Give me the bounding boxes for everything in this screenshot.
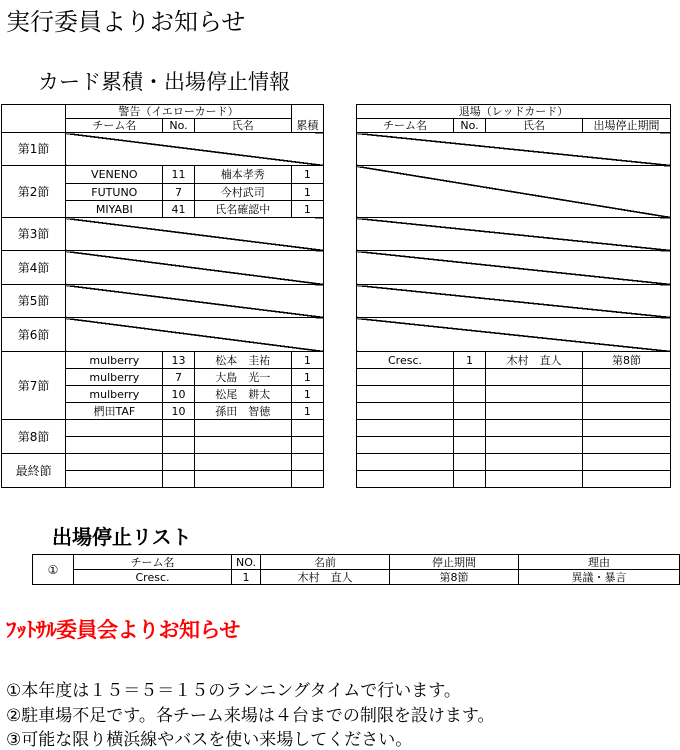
yellow-card-header: 警告（イエローカード） [66,105,292,119]
total-cell: 1 [291,386,323,403]
column-header-no: No. [454,119,486,133]
round-label: 第2節 [2,166,66,218]
empty-cell [194,454,291,471]
period-cell: 第8節 [390,570,519,585]
empty-cell [66,471,163,488]
team-cell: MIYABI [66,201,163,218]
table-corner [2,119,66,133]
empty-cell [583,369,671,386]
empty-cell [357,454,454,471]
player-name-cell: 木村 直人 [261,570,390,585]
number-cell: 7 [163,369,194,386]
column-header-team: チーム名 [66,119,163,133]
empty-cell [583,386,671,403]
empty-cell [194,471,291,488]
number-cell: 41 [163,201,194,218]
player-name-cell: 楠本孝秀 [194,166,291,184]
empty-cell [357,403,454,420]
round-label: 第6節 [2,318,66,352]
empty-cell [583,403,671,420]
empty-cell [291,471,323,488]
player-name-cell: 木村 直人 [486,352,583,369]
empty-round-cell [66,251,324,285]
page-title: 実行委員よりお知らせ [6,8,246,36]
round-label: 最終節 [2,454,66,488]
red-card-header: 退場（レッドカード） [357,105,671,119]
empty-cell [357,420,454,437]
column-header-name: 氏名 [194,119,291,133]
empty-cell [454,403,486,420]
empty-cell [583,471,671,488]
number-cell: 7 [163,184,194,201]
table-corner [291,105,323,119]
player-name-cell: 孫田 智徳 [194,403,291,420]
empty-cell [357,386,454,403]
empty-cell [486,369,583,386]
column-header-name: 氏名 [486,119,583,133]
empty-round-cell [357,285,671,318]
team-cell: VENENO [66,166,163,184]
empty-cell [486,471,583,488]
column-header-reason: 理由 [519,555,680,570]
team-cell: mulberry [66,386,163,403]
yellow-card-table [1,104,324,488]
empty-cell [486,454,583,471]
number-cell: 10 [163,403,194,420]
total-cell: 1 [291,369,323,386]
period-cell: 第8節 [583,352,671,369]
empty-round-cell [357,133,671,166]
empty-cell [163,420,194,437]
empty-round-cell [357,218,671,251]
number-cell: 11 [163,166,194,184]
team-cell: Cresc. [357,352,454,369]
empty-cell [194,437,291,454]
empty-cell [357,437,454,454]
table-corner [2,105,66,119]
round-label: 第4節 [2,251,66,285]
empty-cell [486,403,583,420]
empty-cell [454,454,486,471]
empty-cell [454,369,486,386]
red-card-table [356,104,671,488]
number-cell: 10 [163,386,194,403]
number-cell: 1 [454,352,486,369]
empty-round-cell [66,285,324,318]
empty-cell [163,471,194,488]
round-label: 第3節 [2,218,66,251]
player-name-cell: 氏名確認中 [194,201,291,218]
empty-round-cell [357,251,671,285]
empty-cell [66,437,163,454]
column-header-team: チーム名 [74,555,232,570]
number-cell: 13 [163,352,194,369]
empty-cell [357,369,454,386]
total-cell: 1 [291,166,323,184]
empty-cell [454,471,486,488]
column-header-no: NO. [232,555,261,570]
empty-round-cell [66,218,324,251]
team-cell: FUTUNO [66,184,163,201]
empty-cell [583,437,671,454]
column-header-period: 停止期間 [390,555,519,570]
empty-cell [357,471,454,488]
round-label: 第8節 [2,420,66,454]
column-header-period: 出場停止期間 [583,119,671,133]
empty-round-cell [66,133,324,166]
suspension-list-title: 出場停止リスト [52,525,192,549]
cards-section-title: カード累積・出場停止情報 [38,70,290,94]
total-cell: 1 [291,184,323,201]
suspension-table [32,554,680,585]
suspension-marker: ① [33,555,74,585]
notice-item: ①本年度は１５＝５＝１５のランニングタイムで行います。 [6,681,461,701]
round-label: 第5節 [2,285,66,318]
empty-cell [454,420,486,437]
empty-cell [583,454,671,471]
empty-cell [486,420,583,437]
player-name-cell: 松尾 耕太 [194,386,291,403]
empty-cell [486,386,583,403]
player-name-cell: 大島 光一 [194,369,291,386]
notice-item: ②駐車場不足です。各チーム来場は４台までの制限を設けます。 [6,706,495,726]
player-name-cell: 松本 圭祐 [194,352,291,369]
empty-cell [291,420,323,437]
column-header-no: No. [163,119,194,133]
total-cell: 1 [291,201,323,218]
empty-cell [163,454,194,471]
empty-cell [454,437,486,454]
team-cell: mulberry [66,369,163,386]
player-name-cell: 今村武司 [194,184,291,201]
team-cell: 椚田TAF [66,403,163,420]
total-cell: 1 [291,352,323,369]
empty-round-cell [66,318,324,352]
empty-cell [291,454,323,471]
empty-round-cell [357,318,671,352]
column-header-team: チーム名 [357,119,454,133]
column-header-name: 名前 [261,555,390,570]
empty-cell [454,386,486,403]
total-cell: 1 [291,403,323,420]
empty-cell [486,437,583,454]
round-label: 第1節 [2,133,66,166]
number-cell: 1 [232,570,261,585]
empty-round-cell [357,166,671,218]
empty-cell [163,437,194,454]
empty-cell [583,420,671,437]
empty-cell [66,454,163,471]
round-label: 第7節 [2,352,66,420]
futsal-committee-title: ﾌｯﾄｻﾙ委員会よりお知らせ [6,618,240,642]
empty-cell [66,420,163,437]
column-header-total: 累積 [291,119,323,133]
team-cell: Cresc. [74,570,232,585]
team-cell: mulberry [66,352,163,369]
empty-cell [291,437,323,454]
reason-cell: 異議・暴言 [519,570,680,585]
empty-cell [194,420,291,437]
notice-item: ③可能な限り横浜線やバスを使い来場してください。 [6,730,413,750]
